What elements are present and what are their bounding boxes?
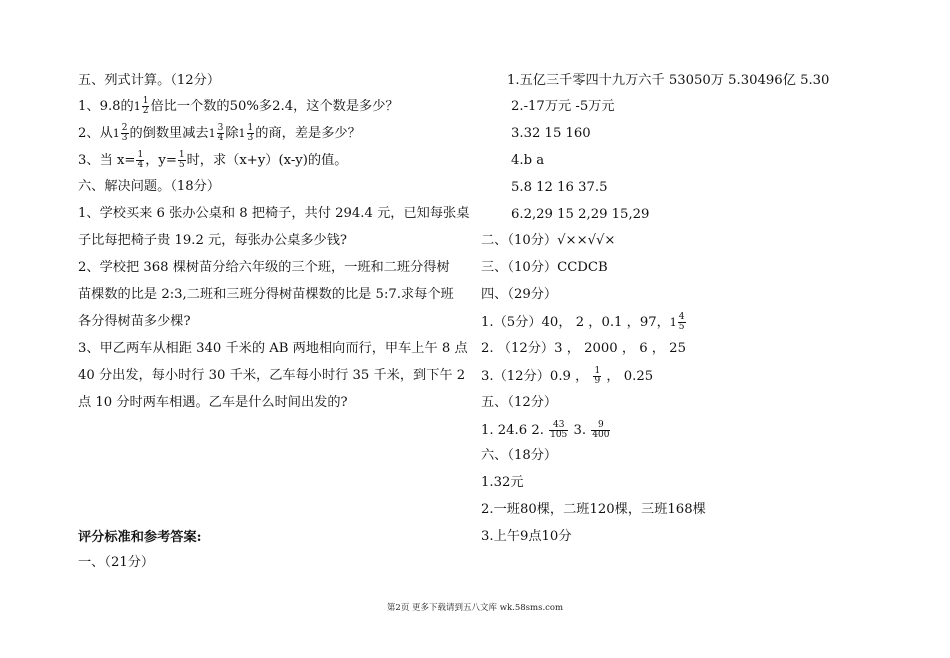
answer-section-4: 四、（29分） [481,287,558,302]
answer-4-3-fraction: $\frac{1}{9}$ [594,366,601,386]
answer-1-6: 6.2,29 15 2,29 15,29 [511,207,650,222]
answers-title: 评分标准和参考答案: [78,530,202,545]
q3-fraction-x: $\frac{1}{4}$ [137,150,144,170]
answer-1-3: 3.32 15 160 [511,126,591,141]
question-5-1 [78,97,399,116]
q3-fraction-y: $\frac{1}{5}$ [178,150,185,170]
problem-3-line-2: 40 分出发，每小时行 30 千米，乙车每小时行 35 千米，到下午 2 [78,368,466,383]
answer-5: 1. 24.6 2. $\frac{43}{105}$ 3. $\frac{9}{400}$ [481,420,610,440]
answer-1-5: 5.8 12 16 37.5 [511,180,608,195]
answer-1-2: 2.-17万元 -5万元 [511,99,615,114]
answer-4-1-fraction: $\frac{4}{5}$ [678,312,685,332]
section-5-title: 五、列式计算。（12分） [78,73,221,88]
section-6-title: 六、解决问题。（18分） [78,179,221,194]
problem-2-line-1: 2、学校把 368 棵树苗分给六年级的三个班，一班和二班分得树 [78,260,450,275]
answer-6-2: 2.一班80棵，二班120棵，三班168棵 [481,502,706,517]
answer-4-3: 3.（12分）0.9 ， $\frac{1}{9}$ ， 0.25 [481,366,654,386]
problem-1-line-2: 子比每把椅子贵 19.2 元，每张办公桌多少钱? [78,233,348,248]
answer-section-2: 二、（10分）√××√√× [481,233,616,248]
problem-3-line-1: 3、甲乙两车从相距 340 千米的 AB 两地相向而行，甲车上午 8 点 [78,341,468,356]
page-footer: 第2页 更多下载请到五八文库 wk.58sms.com [386,603,564,613]
q1-fraction: $\frac{1}{2}$ [142,96,149,116]
answer-1-4: 4.b a [511,153,545,168]
answer-section-3: 三、（10分）CCDCB [481,260,608,275]
answer-1-1: 1.五亿三千零四十九万六千 53050万 5.30496亿 5.30 [507,73,830,88]
answer-4-1: 1.（5分）40， 2 ，0.1 ，97，1 $\frac{4}{5}$ [481,312,685,332]
question-5-3: 3、当 x= $\frac{1}{4}$ ，y= $\frac{1}{5}$ 时，求（x+y）(x-y)的值。 [78,150,348,170]
q2-fraction-2: $\frac{3}{4}$ [217,123,224,143]
answer-4-2: 2. （12分）3 ， 2000 ， 6 ， 25 [481,341,686,356]
answer-6-1: 1.32元 [481,475,524,490]
answer-6-3: 3.上午9点10分 [481,529,572,544]
problem-2-line-2: 苗棵数的比是 2:3,二班和三班分得树苗棵数的比是 5:7.求每个班 [78,287,454,302]
q2-fraction-3: $\frac{1}{3}$ [247,123,254,143]
q2-fraction-1: $\frac{2}{3}$ [121,123,128,143]
problem-3-line-3: 点 10 分时两车相遇。乙车是什么时间出发的? [78,395,348,410]
q1-text-post: 倍比一个数的50%多2.4，这个数是多少？ [150,99,399,114]
q1-whole: 1 [133,100,141,113]
problem-1-line-1: 1、学校买来 6 张办公桌和 8 把椅子，共付 294.4 元，已知每张桌 [78,206,470,221]
q1-text-pre: 1、9.8的 [78,99,134,114]
answer-section-5: 五、（12分） [481,395,558,410]
question-5-2: 2、从1 $\frac{2}{3}$ 的倒数里减去1 $\frac{3}{4}$ 除1 $\frac{1}{3}$ 的商，差是多少？ [78,123,361,143]
answer-section-1: 一、（21分） [78,555,155,570]
answer-5-2-fraction: $\frac{43}{105}$ [550,420,568,440]
answer-5-3-fraction: $\frac{9}{400}$ [592,420,610,440]
answer-section-6: 六、（18分） [481,448,558,463]
problem-2-line-3: 各分得树苗多少棵? [78,314,191,329]
